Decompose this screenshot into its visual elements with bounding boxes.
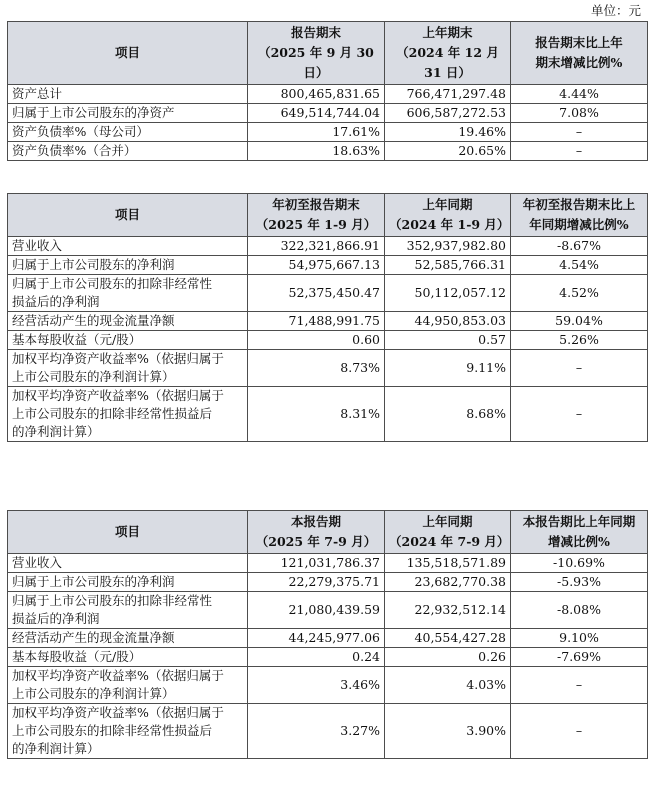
current-value: 21,080,439.59 bbox=[248, 592, 385, 629]
header-item bbox=[8, 511, 248, 554]
prior-value: 44,950,853.03 bbox=[385, 312, 511, 331]
table-row bbox=[8, 629, 648, 648]
current-value: 8.73% bbox=[248, 350, 385, 387]
table-row bbox=[8, 331, 648, 350]
header-change bbox=[511, 22, 648, 85]
current-value: 3.46% bbox=[248, 667, 385, 704]
row-label-line: 资产负债率%（合并） bbox=[12, 143, 137, 158]
header-change bbox=[511, 194, 648, 237]
prior-value: 52,585,766.31 bbox=[385, 256, 511, 275]
prior-value: 50,112,057.12 bbox=[385, 275, 511, 312]
header-line: 上年期末 bbox=[422, 25, 473, 40]
row-label bbox=[8, 312, 248, 331]
current-value: 17.61% bbox=[248, 123, 385, 142]
table-row bbox=[8, 667, 648, 704]
header-line: 报告期末 bbox=[290, 25, 341, 40]
row-label bbox=[8, 387, 248, 442]
current-value: 44,245,977.06 bbox=[248, 629, 385, 648]
header-item bbox=[8, 194, 248, 237]
table-row bbox=[8, 85, 648, 104]
change-pct: – bbox=[511, 387, 648, 442]
quarter-performance-table bbox=[7, 510, 648, 759]
current-value: 649,514,744.04 bbox=[248, 104, 385, 123]
row-label-line: 的净利润计算） bbox=[12, 424, 100, 439]
change-pct: -8.08% bbox=[511, 592, 648, 629]
row-label bbox=[8, 573, 248, 592]
prior-value: 20.65% bbox=[385, 142, 511, 161]
change-pct: -10.69% bbox=[511, 554, 648, 573]
header-current-period bbox=[248, 511, 385, 554]
current-value: 52,375,450.47 bbox=[248, 275, 385, 312]
change-pct: -7.69% bbox=[511, 648, 648, 667]
row-label-line: 营业收入 bbox=[12, 555, 63, 570]
header-line: 期末增减比例% bbox=[535, 55, 623, 70]
table-row bbox=[8, 554, 648, 573]
row-label bbox=[8, 123, 248, 142]
header-prior-period bbox=[385, 194, 511, 237]
row-label-line: 归属于上市公司股东的净利润 bbox=[12, 574, 175, 589]
table-row bbox=[8, 573, 648, 592]
prior-value: 766,471,297.48 bbox=[385, 85, 511, 104]
row-label bbox=[8, 592, 248, 629]
current-value: 0.24 bbox=[248, 648, 385, 667]
row-label-line: 上市公司股东的扣除非经常性损益后 bbox=[12, 723, 213, 738]
change-pct: 4.54% bbox=[511, 256, 648, 275]
current-value: 121,031,786.37 bbox=[248, 554, 385, 573]
header-line: （2025 年 7-9 月） bbox=[255, 534, 377, 549]
current-value: 18.63% bbox=[248, 142, 385, 161]
change-pct: – bbox=[511, 123, 648, 142]
table-row bbox=[8, 237, 648, 256]
table-row bbox=[8, 704, 648, 759]
table-row bbox=[8, 312, 648, 331]
header-line: （2024 年 1-9 月） bbox=[389, 217, 510, 232]
balance-summary-table bbox=[7, 21, 648, 161]
header-row bbox=[8, 194, 648, 237]
current-value: 800,465,831.65 bbox=[248, 85, 385, 104]
header-line: 年初至报告期末比上 bbox=[522, 197, 636, 212]
current-value: 8.31% bbox=[248, 387, 385, 442]
prior-value: 135,518,571.89 bbox=[385, 554, 511, 573]
table-row bbox=[8, 275, 648, 312]
header-line: 本报告期比上年同期 bbox=[522, 514, 636, 529]
table-row bbox=[8, 256, 648, 275]
unit-label: 单位：元 bbox=[590, 3, 641, 18]
header-row bbox=[8, 22, 648, 85]
current-value: 3.27% bbox=[248, 704, 385, 759]
prior-value: 9.11% bbox=[385, 350, 511, 387]
row-label-line: 上市公司股东的净利润计算） bbox=[12, 369, 175, 384]
table-row bbox=[8, 648, 648, 667]
row-label-line: 基本每股收益（元/股） bbox=[12, 332, 142, 347]
header-item-text: 项目 bbox=[114, 524, 140, 539]
change-pct: – bbox=[511, 350, 648, 387]
row-label bbox=[8, 104, 248, 123]
row-label bbox=[8, 256, 248, 275]
prior-value: 8.68% bbox=[385, 387, 511, 442]
change-pct: 7.08% bbox=[511, 104, 648, 123]
row-label-line: 上市公司股东的扣除非经常性损益后 bbox=[12, 406, 213, 421]
row-label bbox=[8, 554, 248, 573]
table-row bbox=[8, 142, 648, 161]
change-pct: -5.93% bbox=[511, 573, 648, 592]
row-label-line: 的净利润计算） bbox=[12, 741, 100, 756]
prior-value: 23,682,770.38 bbox=[385, 573, 511, 592]
row-label bbox=[8, 667, 248, 704]
header-prior-period bbox=[385, 511, 511, 554]
row-label bbox=[8, 237, 248, 256]
row-label-line: 归属于上市公司股东的扣除非经常性 bbox=[12, 593, 213, 608]
change-pct: – bbox=[511, 704, 648, 759]
change-pct: 9.10% bbox=[511, 629, 648, 648]
prior-value: 0.57 bbox=[385, 331, 511, 350]
change-pct: – bbox=[511, 142, 648, 161]
header-prior-period bbox=[385, 22, 511, 85]
row-label-line: 营业收入 bbox=[12, 238, 63, 253]
row-label-line: 加权平均净资产收益率%（依据归属于 bbox=[12, 388, 224, 403]
prior-value: 22,932,512.14 bbox=[385, 592, 511, 629]
row-label-line: 加权平均净资产收益率%（依据归属于 bbox=[12, 668, 224, 683]
header-item-text: 项目 bbox=[114, 207, 140, 222]
header-line: 年初至报告期末 bbox=[272, 197, 360, 212]
header-current-period bbox=[248, 22, 385, 85]
change-pct: – bbox=[511, 667, 648, 704]
row-label bbox=[8, 275, 248, 312]
row-label bbox=[8, 629, 248, 648]
change-pct: 4.52% bbox=[511, 275, 648, 312]
header-line: 年同期增减比例% bbox=[529, 217, 629, 232]
row-label-line: 加权平均净资产收益率%（依据归属于 bbox=[12, 351, 224, 366]
row-label bbox=[8, 648, 248, 667]
prior-value: 40,554,427.28 bbox=[385, 629, 511, 648]
row-label-line: 基本每股收益（元/股） bbox=[12, 649, 142, 664]
current-value: 22,279,375.71 bbox=[248, 573, 385, 592]
row-label bbox=[8, 85, 248, 104]
header-line: （2024 年 7-9 月） bbox=[389, 534, 510, 549]
header-change bbox=[511, 511, 648, 554]
row-label-line: 归属于上市公司股东的净资产 bbox=[12, 105, 175, 120]
header-item-text: 项目 bbox=[114, 45, 140, 60]
row-label-line: 资产负债率%（母公司） bbox=[12, 124, 149, 139]
row-label-line: 归属于上市公司股东的净利润 bbox=[12, 257, 175, 272]
header-row bbox=[8, 511, 648, 554]
prior-value: 352,937,982.80 bbox=[385, 237, 511, 256]
row-label-line: 加权平均净资产收益率%（依据归属于 bbox=[12, 705, 224, 720]
header-line: （2025 年 9 月 30 日） bbox=[258, 45, 374, 80]
header-item bbox=[8, 22, 248, 85]
current-value: 71,488,991.75 bbox=[248, 312, 385, 331]
change-pct: 59.04% bbox=[511, 312, 648, 331]
ytd-performance-table bbox=[7, 193, 648, 442]
row-label bbox=[8, 142, 248, 161]
row-label bbox=[8, 350, 248, 387]
header-line: 上年同期 bbox=[422, 514, 473, 529]
row-label-line: 归属于上市公司股东的扣除非经常性 bbox=[12, 276, 213, 291]
row-label bbox=[8, 331, 248, 350]
header-line: 本报告期 bbox=[290, 514, 341, 529]
row-label-line: 损益后的净利润 bbox=[12, 611, 100, 626]
header-line: （2024 年 12 月 31 日） bbox=[396, 45, 499, 80]
table-row bbox=[8, 592, 648, 629]
current-value: 0.60 bbox=[248, 331, 385, 350]
table-row bbox=[8, 104, 648, 123]
header-line: 报告期末比上年 bbox=[535, 35, 623, 50]
header-current-period bbox=[248, 194, 385, 237]
current-value: 322,321,866.91 bbox=[248, 237, 385, 256]
row-label-line: 资产总计 bbox=[12, 86, 63, 101]
prior-value: 4.03% bbox=[385, 667, 511, 704]
row-label-line: 上市公司股东的净利润计算） bbox=[12, 686, 175, 701]
table-row bbox=[8, 123, 648, 142]
prior-value: 19.46% bbox=[385, 123, 511, 142]
table-row bbox=[8, 350, 648, 387]
header-line: （2025 年 1-9 月） bbox=[255, 217, 377, 232]
prior-value: 0.26 bbox=[385, 648, 511, 667]
prior-value: 3.90% bbox=[385, 704, 511, 759]
header-line: 增减比例% bbox=[548, 534, 610, 549]
current-value: 54,975,667.13 bbox=[248, 256, 385, 275]
row-label-line: 经营活动产生的现金流量净额 bbox=[12, 630, 175, 645]
table-row bbox=[8, 387, 648, 442]
row-label-line: 经营活动产生的现金流量净额 bbox=[12, 313, 175, 328]
change-pct: -8.67% bbox=[511, 237, 648, 256]
row-label bbox=[8, 704, 248, 759]
prior-value: 606,587,272.53 bbox=[385, 104, 511, 123]
change-pct: 4.44% bbox=[511, 85, 648, 104]
change-pct: 5.26% bbox=[511, 331, 648, 350]
header-line: 上年同期 bbox=[422, 197, 473, 212]
row-label-line: 损益后的净利润 bbox=[12, 294, 100, 309]
